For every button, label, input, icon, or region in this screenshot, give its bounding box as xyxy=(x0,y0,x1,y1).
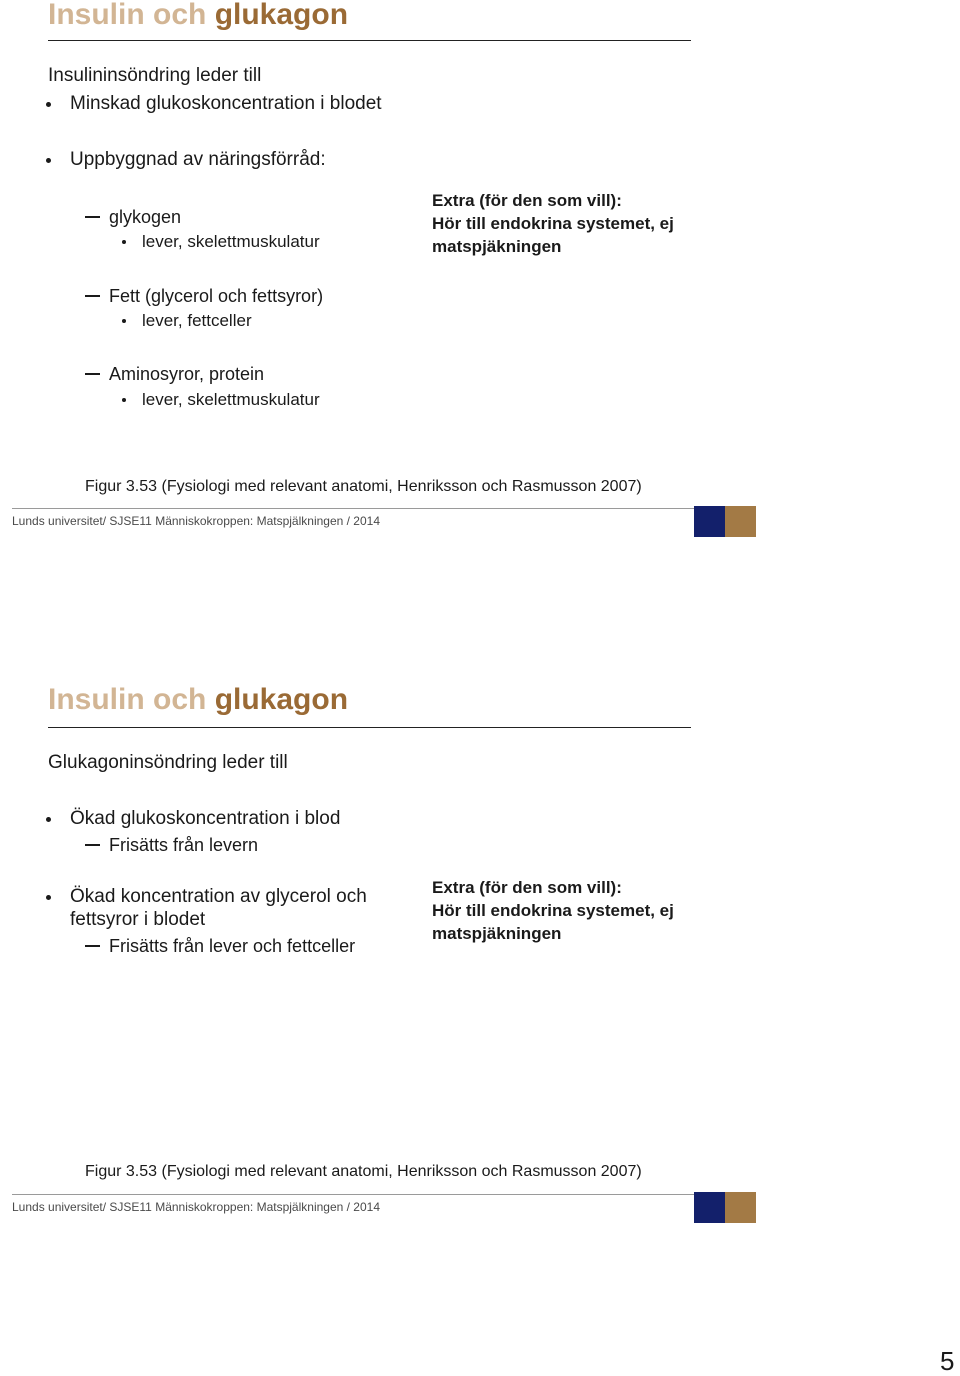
extra-note xyxy=(432,876,722,945)
extra-note xyxy=(432,189,722,258)
sub-item: Aminosyror, protein xyxy=(109,364,265,384)
logo-square-blue xyxy=(694,506,725,537)
page-number: 5 xyxy=(940,1346,955,1376)
extra-note-body: Hör till endokrina systemet, ej matspjäkningen xyxy=(432,901,674,943)
slide-title xyxy=(48,0,348,32)
logo-square-blue xyxy=(694,1192,725,1223)
sub-item: Frisätts från levern xyxy=(109,835,259,855)
slide-title xyxy=(48,683,348,717)
extra-note-heading: Extra (för den som vill): xyxy=(432,191,622,210)
sub-item: glykogen xyxy=(109,207,182,227)
footer-rule xyxy=(12,508,695,509)
bullet-item: Ökad koncentration av glycerol och xyxy=(70,886,367,907)
sub-sub-item: lever, fettceller xyxy=(142,311,252,330)
extra-note-body: Hör till endokrina systemet, ej matspjäkningen xyxy=(432,214,674,256)
footer-text: Lunds universitet/ SJSE11 Människokroppen: Matspjälkningen / 2014 xyxy=(12,1200,380,1214)
extra-note-heading: Extra (för den som vill): xyxy=(432,878,622,897)
bullet-item-continuation: fettsyror i blodet xyxy=(70,909,206,930)
logo-square-brown xyxy=(725,506,756,537)
sub-item: Fett (glycerol och fettsyror) xyxy=(109,286,324,306)
sub-item: Frisätts från lever och fettceller xyxy=(109,936,356,956)
footer-text: Lunds universitet/ SJSE11 Människokroppen: Matspjälkningen / 2014 xyxy=(12,514,380,528)
title-part-light: Insulin och xyxy=(48,0,207,31)
intro-text: Glukagoninsöndring leder till xyxy=(48,752,288,773)
bullet-item: Minskad glukoskoncentration i blodet xyxy=(70,93,382,114)
figure-caption: Figur 3.53 (Fysiologi med relevant anatomi, Henriksson och Rasmusson 2007) xyxy=(85,1163,642,1180)
title-rule xyxy=(48,727,691,728)
bullet-item: Ökad glukoskoncentration i blod xyxy=(70,808,341,829)
figure-caption: Figur 3.53 (Fysiologi med relevant anatomi, Henriksson och Rasmusson 2007) xyxy=(85,478,642,495)
intro-text: Insulininsöndring leder till xyxy=(48,65,262,86)
logo-square-brown xyxy=(725,1192,756,1223)
title-part-light: Insulin och xyxy=(48,683,207,716)
bullet-item: Uppbyggnad av näringsförråd: xyxy=(70,149,326,170)
title-part-dark: glukagon xyxy=(214,0,349,31)
sub-sub-item: lever, skelettmuskulatur xyxy=(142,390,320,409)
footer-rule xyxy=(12,1194,695,1195)
sub-sub-item: lever, skelettmuskulatur xyxy=(142,232,320,251)
title-part-dark: glukagon xyxy=(214,683,349,716)
title-rule xyxy=(48,40,691,41)
